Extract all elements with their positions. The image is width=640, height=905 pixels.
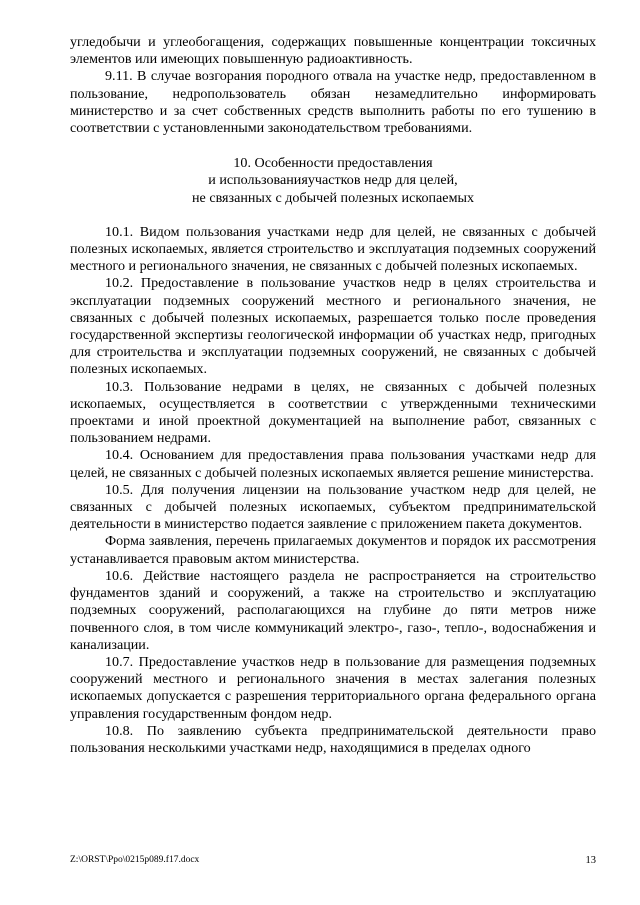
paragraph-9-11: 9.11. В случае возгорания породного отвала на участке недр, предоставленном в пользование, недропользователь обязан незамедлительно информировать министерство и за счет собственных средств выполнить работы по его тушению в соответствии с установленными законодательством требованиями. [70, 68, 596, 137]
paragraph-10-8: 10.8. По заявлению субъекта предпринимательской деятельности право пользования несколькими участками недр, находящимися в пределах одного [70, 722, 596, 756]
section-heading-line-2: и использованияучастков недр для целей, [208, 172, 458, 189]
paragraph-10-5-form: Форма заявления, перечень прилагаемых документов и порядок их рассмотрения устанавливается правовым актом министерства. [70, 533, 596, 567]
paragraph-continuation: угледобычи и углеобогащения, содержащих повышенные концентрации токсичных элементов или имеющих повышенную радиоактивность. [70, 34, 596, 68]
section-heading-line-3: не связанных с добычей полезных ископаемых [192, 189, 474, 206]
document-page [70, 34, 596, 757]
paragraph-10-2: 10.2. Предоставление в пользование участков недр в целях строительства и эксплуатации подземных сооружений местного и регионального значения, не связанных с добычей полезных ископаемых, разрешается только после проведения государственной экспертизы геологической информации об участках недр, пригодных для строительства и эксплуатации подземных сооружений, не связанных с добычей полезных ископаемых. [70, 275, 596, 378]
paragraph-10-1: 10.1. Видом пользования участками недр для целей, не связанных с добычей полезных ископаемых, является строительство и эксплуатация подземных сооружений местного и регионального значения, не связанных с добычей полезных ископаемых. [70, 223, 596, 275]
section-heading [70, 155, 596, 207]
paragraph-10-7: 10.7. Предоставление участков недр в пользование для размещения подземных сооружений местного и регионального значения в местах залегания полезных ископаемых допускается с разрешения территориального органа федерального органа управления государственным фондом недр. [70, 653, 596, 722]
paragraph-10-4: 10.4. Основанием для предоставления права пользования участками недр для целей, не связанных с добычей полезных ископаемых является решение министерства. [70, 447, 596, 481]
paragraph-10-6: 10.6. Действие настоящего раздела не распространяется на строительство фундаментов зданий и сооружений, а также на строительство и эксплуатацию подземных сооружений, располагающихся на глубине до пяти метров ниже почвенного слоя, в том числе коммуникаций электро-, газо-, тепло-, водоснабжения и канализации. [70, 567, 596, 653]
paragraph-10-5: 10.5. Для получения лицензии на пользование участком недр для целей, не связанных с добычей полезных ископаемых, субъектом предпринимательской деятельности в министерство подается заявление с приложением пакета документов. [70, 481, 596, 533]
section-heading-line-1: 10. Особенности предоставления [233, 155, 433, 172]
footer-file-path: Z:\ORST\Ppo\0215p089.f17.docx [70, 855, 200, 865]
paragraph-10-3: 10.3. Пользование недрами в целях, не связанных с добычей полезных ископаемых, осуществляется в соответствии с утвержденными техническими проектами и иной проектной документацией на выполнение работ, связанных с пользованием недрами. [70, 378, 596, 447]
page-number: 13 [585, 855, 596, 866]
